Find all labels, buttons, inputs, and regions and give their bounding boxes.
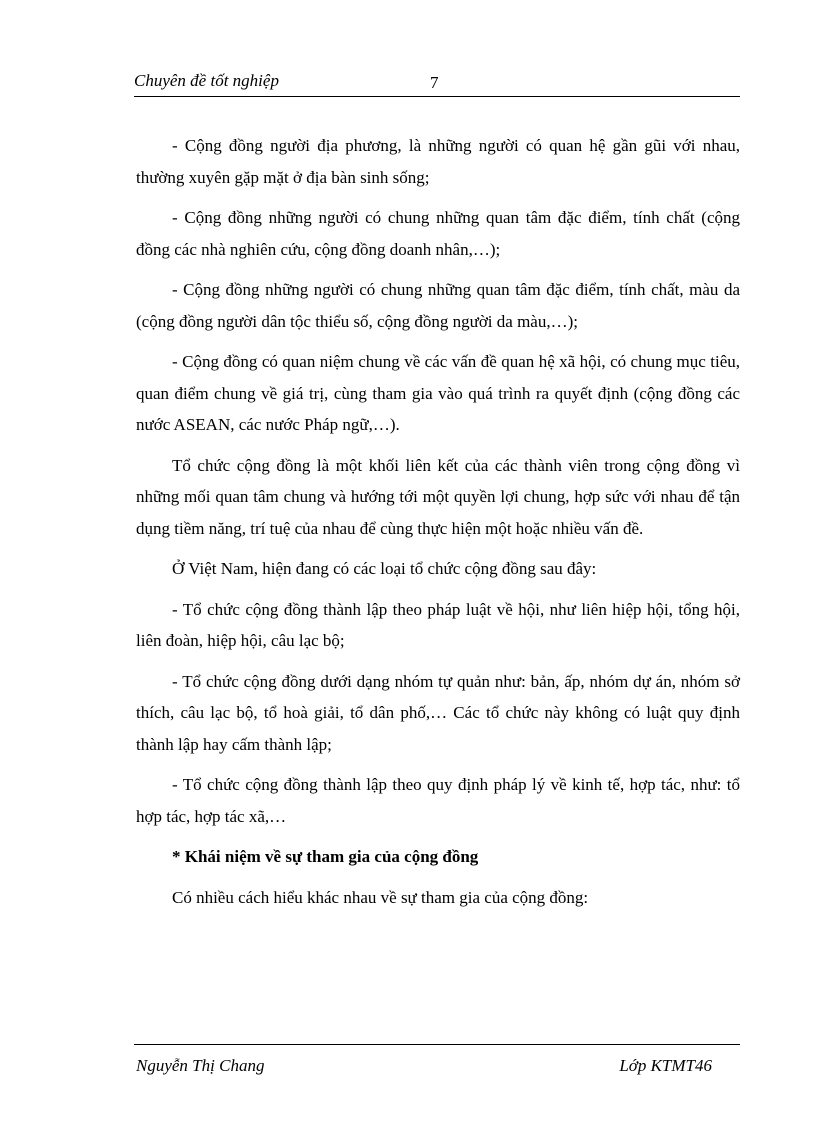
- paragraph: - Cộng đồng có quan niệm chung về các vấn đề quan hệ xã hội, có chung mục tiêu, quan điểm chung về giá trị, cùng tham gia vào quá trình ra quyết định (cộng đồng các nước ASEAN, các nước Pháp ngữ,…).: [136, 352, 740, 434]
- closing-paragraph: Có nhiều cách hiểu khác nhau về sự tham gia của cộng đồng:: [172, 887, 589, 907]
- paragraph: - Tổ chức cộng đồng thành lập theo pháp luật về hội, như liên hiệp hội, tổng hội, liên đoàn, hiệp hội, câu lạc bộ;: [136, 599, 740, 650]
- paragraph: - Cộng đồng người địa phương, là những người có quan hệ gần gũi với nhau, thường xuyên gặp mặt ở địa bàn sinh sống;: [136, 136, 740, 187]
- footer-class: Lớp KTMT46: [619, 1056, 712, 1075]
- header-title: Chuyên đề tốt nghiệp: [134, 71, 279, 90]
- paragraph: Tổ chức cộng đồng là một khối liên kết của các thành viên trong cộng đồng vì những mối quan tâm chung và hướng tới một quyền lợi chung, hợp sức với nhau để tận dụng tiềm năng, trí tuệ của nhau để cùng thực hiện một hoặc nhiều vấn đề.: [136, 455, 740, 538]
- section-heading: * Khái niệm về sự tham gia của cộng đồng: [172, 847, 479, 866]
- page-body: [136, 130, 740, 922]
- page-header: [134, 70, 740, 97]
- paragraph: - Tổ chức cộng đồng dưới dạng nhóm tự quản như: bản, ấp, nhóm dự án, nhóm sở thích, câu lạc bộ, tổ hoà giải, tổ dân phố,… Các tổ chức này không có luật quy định thành lập hay cấm thành lập;: [136, 671, 740, 754]
- paragraph: - Cộng đồng những người có chung những quan tâm đặc điểm, tính chất (cộng đồng các nhà nghiên cứu, cộng đồng doanh nhân,…);: [136, 208, 740, 259]
- paragraph: - Cộng đồng những người có chung những quan tâm đặc điểm, tính chất, màu da (cộng đồng người dân tộc thiểu số, cộng đồng người da màu,…);: [136, 280, 740, 331]
- paragraph: - Tổ chức cộng đồng thành lập theo quy định pháp lý về kinh tế, hợp tác, như: tổ hợp tác, hợp tác xã,…: [136, 775, 740, 826]
- page-number: 7: [430, 73, 439, 92]
- footer-author: Nguyễn Thị Chang: [136, 1056, 265, 1075]
- paragraph: Ở Việt Nam, hiện đang có các loại tổ chức cộng đồng sau đây:: [172, 559, 597, 578]
- page-footer: [134, 1044, 740, 1075]
